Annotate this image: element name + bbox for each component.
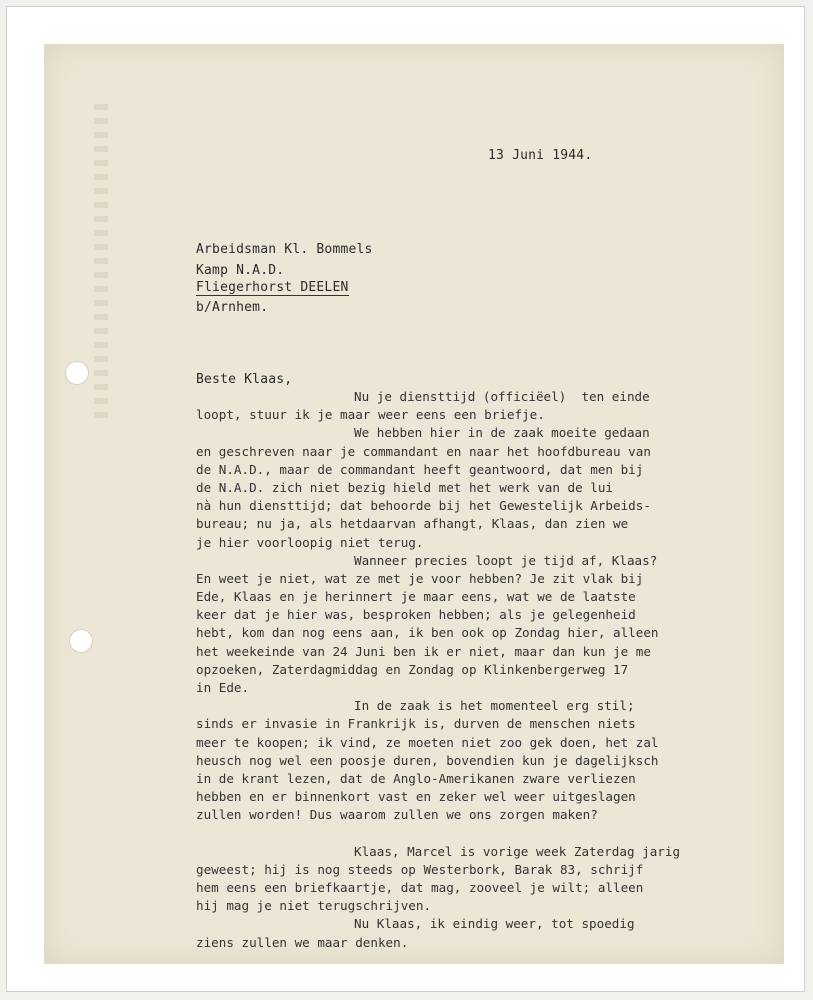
body-line: meer te koopen; ik vind, ze moeten niet zoo gek doen, het zal xyxy=(196,734,659,750)
body-line: heusch nog wel een poosje duren, bovendien kun je dagelijksch xyxy=(196,752,659,768)
body-line: en geschreven naar je commandant en naar het hoofdbureau van xyxy=(196,443,651,459)
body-line: hij mag je niet terugschrijven. xyxy=(196,898,432,914)
address-line-recipient: Arbeidsman Kl. Bommels xyxy=(196,242,373,257)
body-line: in Ede. xyxy=(196,680,250,695)
body-line: de N.A.D. zich niet bezig hield met het werk van de lui xyxy=(196,479,614,495)
body-line: loopt, stuur ik je maar weer eens een briefje. xyxy=(196,407,545,423)
punch-hole-top xyxy=(65,361,89,385)
body-line: sinds er invasie in Frankrijk is, durven de menschen niets xyxy=(196,716,636,732)
body-line: hebben en er binnenkort vast en zeker wel weer uitgeslagen xyxy=(196,789,636,805)
body-line: hebt, kom dan nog eens aan, ik ben ook op Zondag hier, alleen xyxy=(196,625,659,641)
body-line: Wanneer precies loopt je tijd af, Klaas? xyxy=(354,552,658,568)
letter-date: 13 Juni 1944. xyxy=(488,148,593,163)
salutation: Beste Klaas, xyxy=(196,372,293,387)
body-line: hem eens een briefkaartje, dat mag, zooveel je wilt; alleen xyxy=(196,880,644,896)
body-line: opzoeken, Zaterdagmiddag en Zondag op Klinkenbergerweg 17 xyxy=(196,661,629,677)
body-line: Klaas, Marcel is vorige week Zaterdag jarig xyxy=(354,843,681,859)
punch-hole-bottom xyxy=(69,629,93,653)
body-line: Ede, Klaas en je herinnert je maar eens, wat we de laatste xyxy=(196,589,636,605)
address-line-airbase: Fliegerhorst DEELEN xyxy=(196,280,349,295)
address-line-city: b/Arnhem. xyxy=(196,300,269,315)
body-line: Nu Klaas, ik eindig weer, tot spoedig xyxy=(354,916,635,932)
paper-edge-marks xyxy=(94,104,108,424)
body-line: Nu je diensttijd (officiëel) ten einde xyxy=(354,389,650,404)
body-line: zullen worden! Dus waarom zullen we ons zorgen maken? xyxy=(196,807,598,823)
body-line: het weekeinde van 24 Juni ben ik er niet, maar dan kun je me xyxy=(196,643,651,659)
address-line-camp: Kamp N.A.D. xyxy=(196,263,285,278)
body-line: de N.A.D., maar de commandant heeft geantwoord, dat men bij xyxy=(196,461,644,477)
body-line: in de krant lezen, dat de Anglo-Amerikanen zware verliezen xyxy=(196,770,636,786)
body-line: geweest; hij is nog steeds op Westerbork, Barak 83, schrijf xyxy=(196,861,644,877)
body-line: nà hun diensttijd; dat behoorde bij het Gewestelijk Arbeids- xyxy=(196,498,651,514)
body-line: In de zaak is het momenteel erg stil; xyxy=(354,698,635,714)
body-line: En weet je niet, wat ze met je voor hebben? Je zit vlak bij xyxy=(196,570,644,586)
body-line: je hier voorloopig niet terug. xyxy=(196,534,424,550)
body-line xyxy=(196,825,680,843)
body-line: keer dat je hier was, besproken hebben; als je gelegenheid xyxy=(196,607,636,623)
body-line: ziens zullen we maar denken. xyxy=(196,934,409,950)
body-line: bureau; nu ja, als hetdaarvan afhangt, Klaas, dan zien we xyxy=(196,516,629,532)
letter-body xyxy=(196,388,680,952)
body-line: We hebben hier in de zaak moeite gedaan xyxy=(354,425,650,441)
